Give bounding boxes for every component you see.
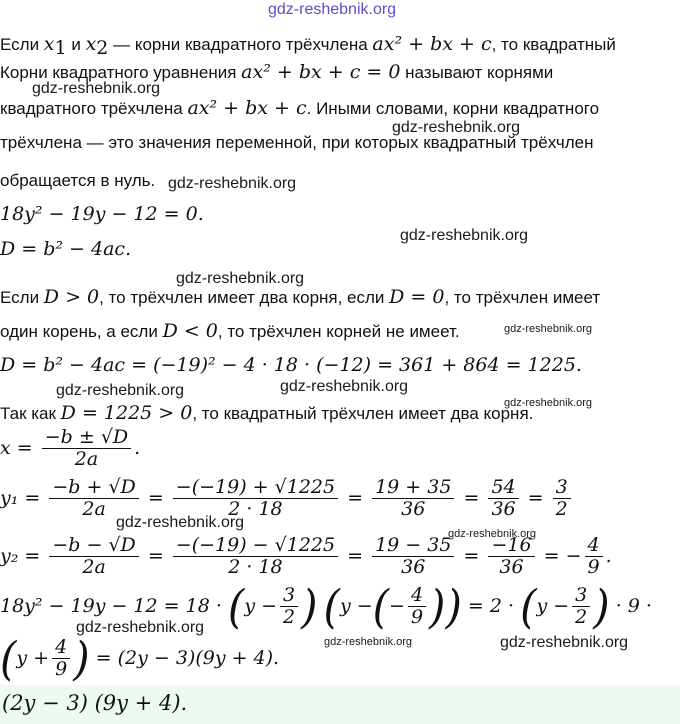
factorization-2: (y + $\frac{4}{9}$ ) = (2y − 3)(9y + 4). — [0, 631, 280, 686]
discriminant-definition: D = b² − 4ac. — [0, 238, 132, 260]
equation-1: 18y² − 19y − 12 = 0. — [0, 203, 204, 225]
discriminant-calculation: D = b² − 4ac = (−19)² − 4 · 18 · (−12) = 361 + 864 = 1225. — [0, 354, 582, 376]
watermark: gdz-reshebnik.org — [76, 619, 205, 636]
watermark: gdz-reshebnik.org — [392, 119, 521, 136]
answer-text: (2y − 3) (9y + 4). — [2, 691, 188, 715]
rule-2: один корень, а если D < 0, то трёхчлен корней не имеет. — [0, 320, 460, 342]
since-statement: Так как D = 1225 > 0, то квадратный трёхчлен имеет два корня. — [0, 402, 534, 424]
factorization-1: 18y² − 19y − 12 = 18 · (y − $\frac{3}{2}$ ) (y −(− $\frac{4}{9}$ )) = 2 · (y − $\frac{3}{2}$ ) · 9 · — [0, 579, 652, 634]
paragraph-5: обращается в нуль. — [0, 171, 156, 190]
paragraph-4: трёхчлена — это значения переменной, при которых квадратный трёхчлен — [0, 133, 594, 152]
watermark: gdz-reshebnik.org — [56, 382, 185, 399]
rule-1: Если D > 0, то трёхчлен имеет два корня, если D = 0, то трёхчлен имеет — [0, 286, 601, 308]
watermark-top[interactable]: gdz-reshebnik.org — [268, 1, 397, 18]
root-formula: x = $\frac{-b \pm √D}{2a}$ . — [0, 426, 141, 470]
watermark: gdz-reshebnik.org — [176, 270, 305, 287]
watermark: gdz-reshebnik.org — [400, 227, 529, 244]
watermark: gdz-reshebnik.org — [116, 514, 245, 531]
paragraph-2: Корни квадратного уравнения ax² + bx + c = 0 называют корнями — [0, 61, 554, 83]
watermark: gdz-reshebnik.org — [324, 636, 413, 648]
watermark: gdz-reshebnik.org — [448, 528, 537, 540]
paragraph-1: Если $x_1$ и $x_2$ — корни квадратного трёхчлена ax² + bx + c, то квадратный — [0, 33, 616, 59]
watermark: gdz-reshebnik.org — [504, 397, 593, 409]
root-1: y₁ = $\frac{-b + √D}{2a}$ = $\frac{-(-19) + √1225}{2 \cdot 18}$ = $\frac{19 + 35}{36}$ = $\frac{54}{36}$ = $\frac{3}{2}$ — [0, 478, 574, 520]
watermark: gdz-reshebnik.org — [32, 80, 161, 97]
root-2: y₂ = $\frac{-b - √D}{2a}$ = $\frac{-(-19) - √1225}{2 \cdot 18}$ = $\frac{19 - 35}{36}$ = $\frac{-16}{36}$ = − $\frac{4}{9}$ . — [0, 534, 612, 578]
watermark: gdz-reshebnik.org — [280, 378, 409, 395]
watermark: gdz-reshebnik.org — [500, 634, 629, 651]
watermark: gdz-reshebnik.org — [168, 175, 297, 192]
watermark: gdz-reshebnik.org — [504, 323, 593, 335]
answer-box — [0, 685, 680, 724]
paragraph-3: квадратного трёхчлена ax² + bx + c. Иными словами, корни квадратного — [0, 97, 600, 119]
